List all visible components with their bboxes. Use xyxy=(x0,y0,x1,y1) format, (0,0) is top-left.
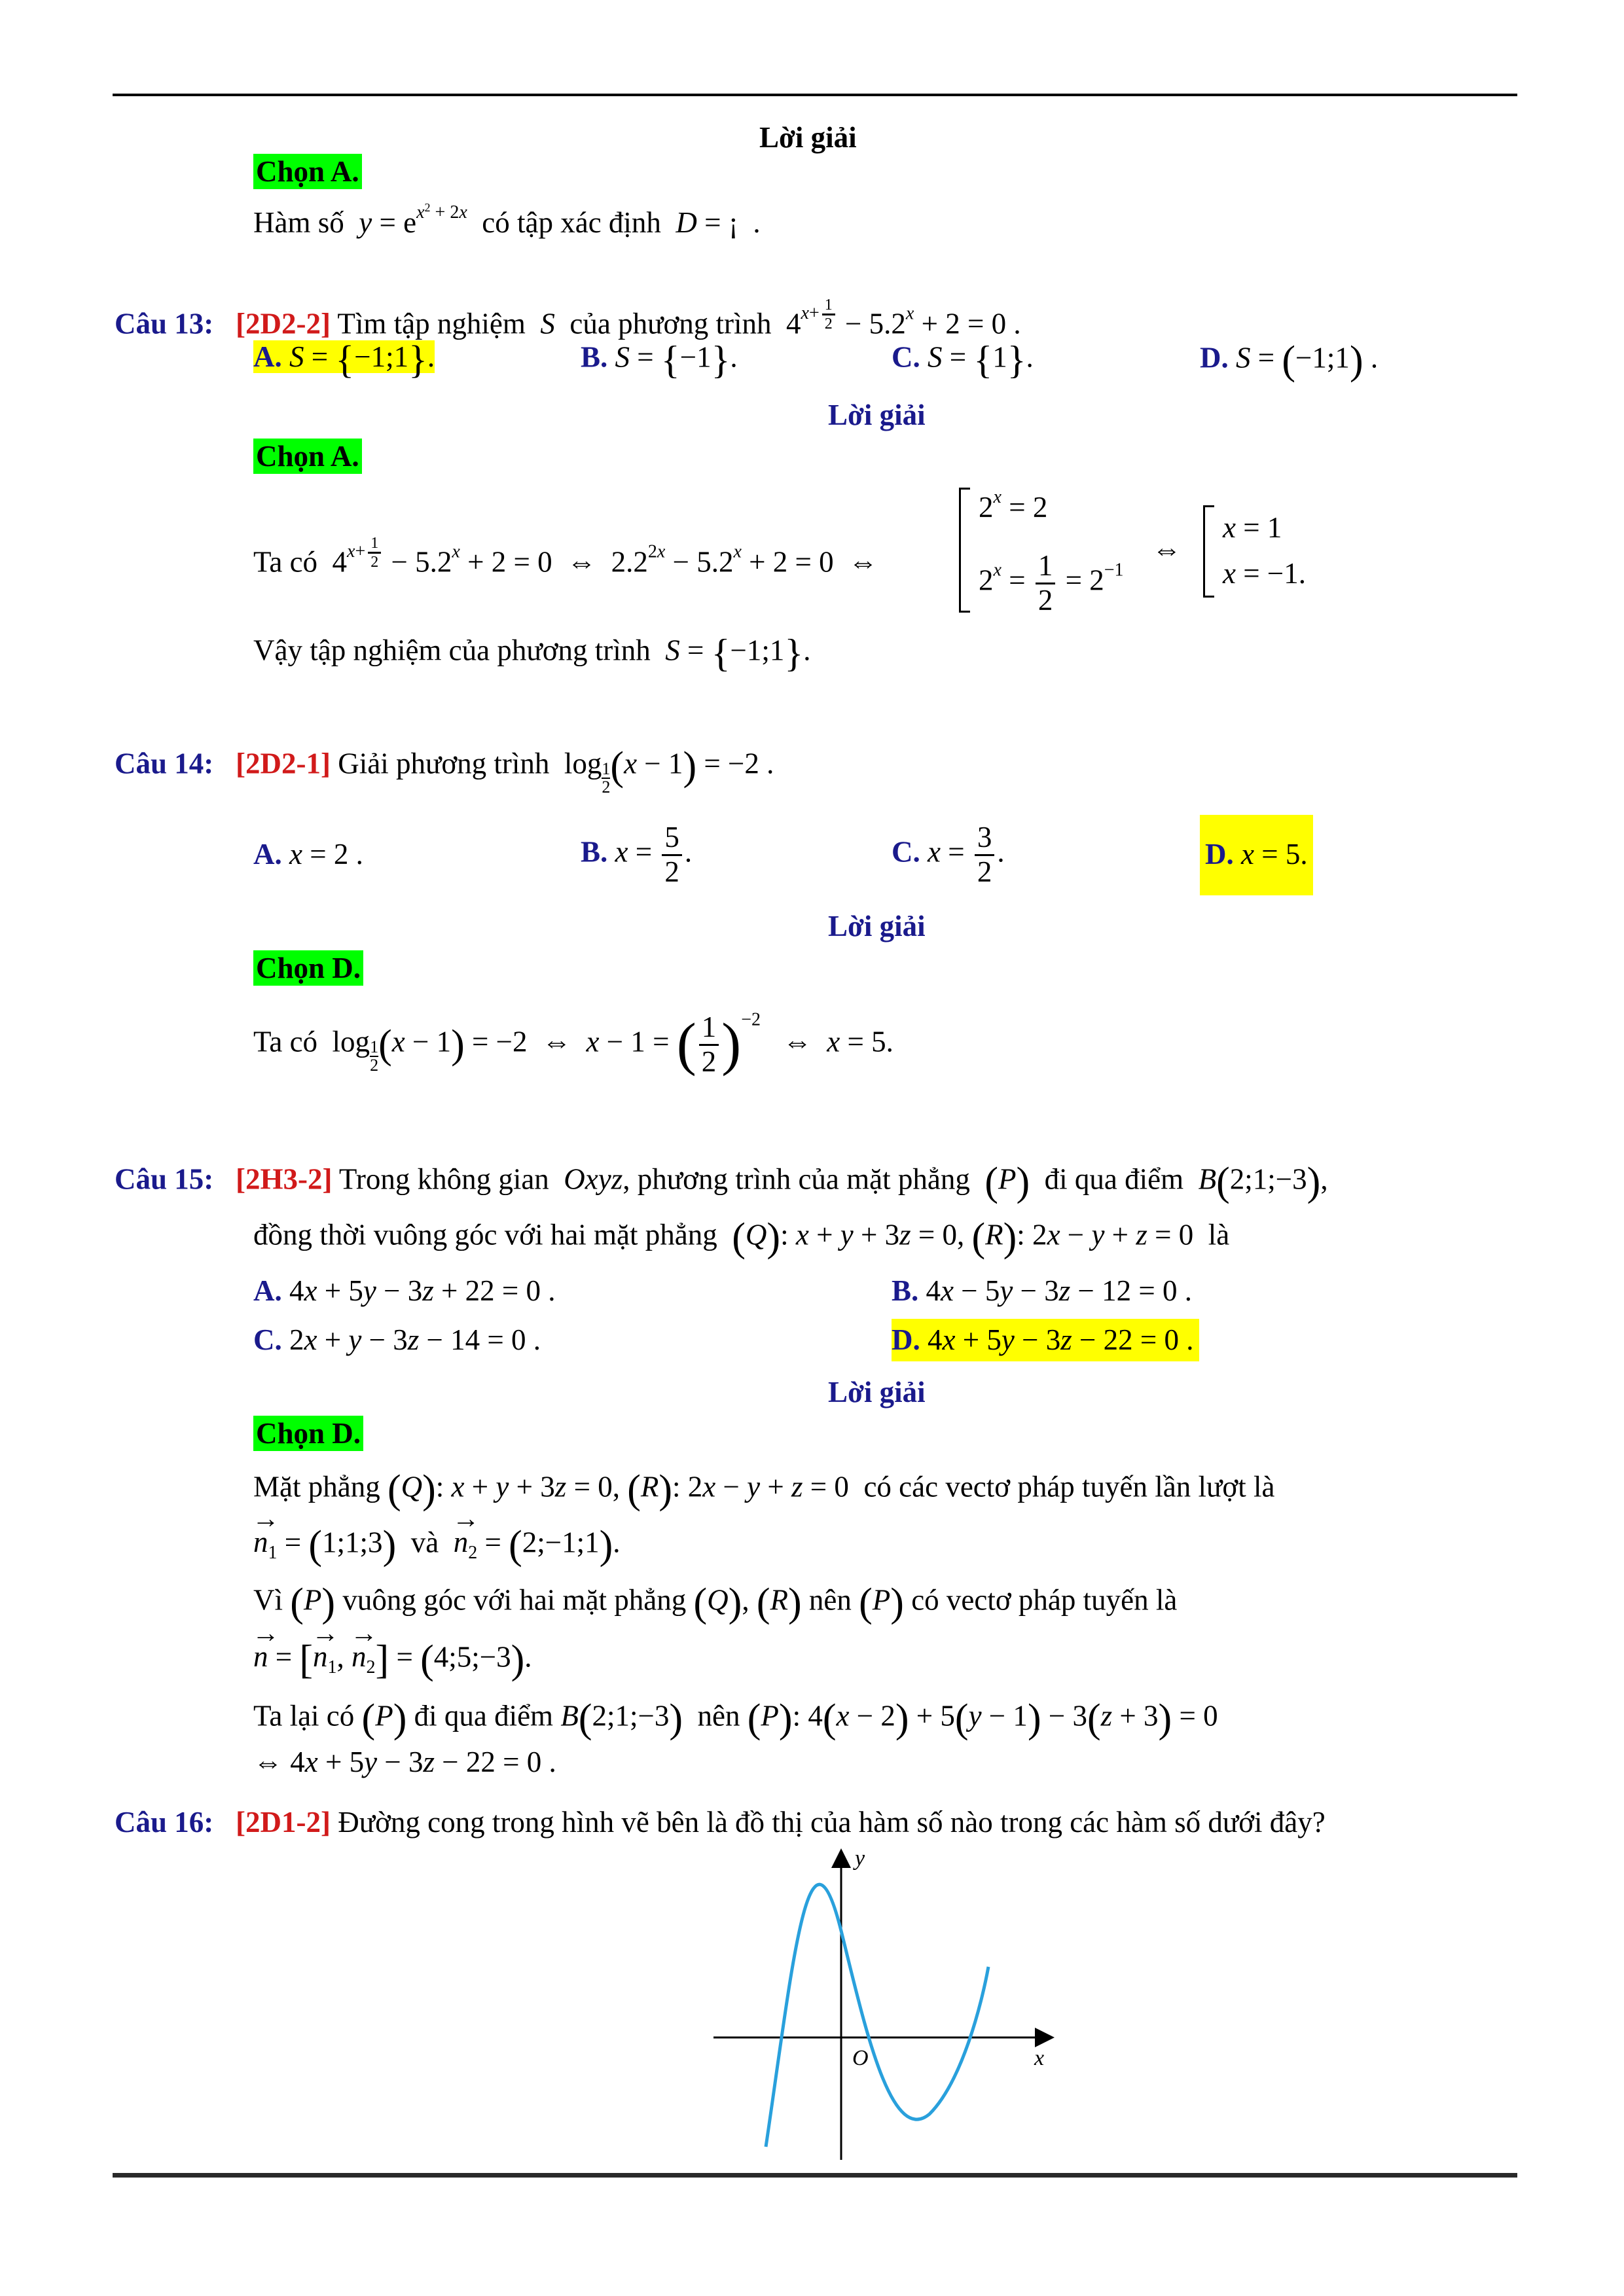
q15-solution-title: Lời giải xyxy=(828,1376,926,1408)
top-rule xyxy=(113,94,1517,96)
q15-option-d[interactable]: D. 4x + 5y − 3z − 22 = 0 . xyxy=(892,1319,1199,1361)
q14-option-b[interactable]: B. x = $\frac{5}{2}$ . xyxy=(581,821,693,888)
q14-option-a[interactable]: A. x = 2 . xyxy=(253,838,363,870)
question-15-stem-line2: đồng thời vuông góc với hai mặt phẳng (Q): x + y + 3z = 0, (R): 2x − y + z = 0 là xyxy=(253,1215,1230,1260)
question-15-stem-line1: Câu 15: [2H3-2] Trong không gian Oxyz, phương trình của mặt phẳng (P) đi qua điểm B(2;1;−3), xyxy=(115,1160,1328,1204)
q15-solution-line1: Mặt phẳng (Q): x + y + 3z = 0, (R): 2x − y + z = 0 có các vectơ pháp tuyến lần lượt là xyxy=(253,1467,1275,1512)
equivalence-symbol: ⇔ xyxy=(1152,533,1182,565)
q15-chosen: Chọn D. xyxy=(253,1419,363,1448)
origin-label: O xyxy=(852,2046,869,2070)
curve xyxy=(766,1884,988,2147)
q15-solution-line6: ⇔ 4x + 5y − 3z − 22 = 0 . xyxy=(253,1746,556,1778)
q15-solution-line3: Vì (P) vuông góc với hai mặt phẳng (Q), (R) nên (P) có vectơ pháp tuyến là xyxy=(253,1581,1178,1625)
q15-option-a[interactable]: A. 4x + 5y − 3z + 22 = 0 . xyxy=(253,1274,556,1307)
q13-option-c[interactable]: C. S = {1}. xyxy=(892,338,1034,382)
question-14-stem: Câu 14: [2D2-1] Giải phương trình log $\frac{1}{2}$ (x − 1) = −2 . xyxy=(115,744,774,797)
q13-option-b[interactable]: B. S = {−1}. xyxy=(581,338,738,382)
q15-option-b[interactable]: B. 4x − 5y − 3z − 12 = 0 . xyxy=(892,1274,1193,1307)
q14-option-c[interactable]: C. x = $\frac{3}{2}$ . xyxy=(892,821,1005,888)
bottom-rule xyxy=(113,2173,1517,2178)
solution-title: Lời giải xyxy=(759,121,857,154)
q14-option-d[interactable]: D. x = 5. xyxy=(1200,815,1313,895)
question-16-stem: Câu 16: [2D1-2] Đường cong trong hình vẽ bên là đồ thị của hàm số nào trong các hàm số dưới đây? xyxy=(115,1806,1326,1839)
q13-conclusion: Vậy tập nghiệm của phương trình S = {−1;1}. xyxy=(253,632,811,675)
q14-chosen: Chọn D. xyxy=(253,954,363,983)
q13-chosen: Chọn A. xyxy=(253,442,362,471)
x-axis-label: x xyxy=(1034,2046,1045,2070)
q13-option-a[interactable]: A. S = {−1;1}. xyxy=(253,338,435,382)
q15-solution-line2: → $n_1$ = (1;1;3) và → $n_2$ = (2;−1;1). xyxy=(253,1525,621,1566)
cubic-function-graph xyxy=(694,1839,1067,2166)
q13-option-d[interactable]: D. S = (−1;1) . xyxy=(1200,338,1379,383)
y-axis-label: y xyxy=(855,1846,865,1871)
question-13-stem: Câu 13: [2D2-2] Tìm tập nghiệm S của phương trình $4^{x+ \frac{1}{2}}$ − $5.2^x + 2 = 0$ . xyxy=(115,296,1021,340)
q15-solution-line4: → n = [→ $n_1$, → $n_2$] = (4;5;−3). xyxy=(253,1640,532,1680)
q13-working: Ta có $4^{x+ \frac{1}{2}}$ − $5.2^x + 2 = 0$ ⇔ $2.2^{2x} - 5.2^x + 2 = 0$ ⇔ xyxy=(253,535,878,579)
domain-statement: Hàm số $y = e^{x^2 + 2x}$ có tập xác định D = ¡ . xyxy=(253,201,761,239)
q14-working: Ta có log $\frac{1}{2}$ (x − 1) = −2 ⇔ x − 1 = ( $\frac{1}{2}$ )$^{-2}$ ⇔ x = 5. xyxy=(253,1009,893,1078)
q13-solution-title: Lời giải xyxy=(828,399,926,431)
q15-option-c[interactable]: C. 2x + y − 3z − 14 = 0 . xyxy=(253,1323,541,1356)
q14-solution-title: Lời giải xyxy=(828,910,926,942)
q15-solution-line5: Ta lại có (P) đi qua điểm B(2;1;−3) nên (P): 4(x − 2) + 5(y − 1) − 3(z + 3) = 0 xyxy=(253,1696,1218,1741)
chosen-answer: Chọn A. xyxy=(253,157,362,187)
